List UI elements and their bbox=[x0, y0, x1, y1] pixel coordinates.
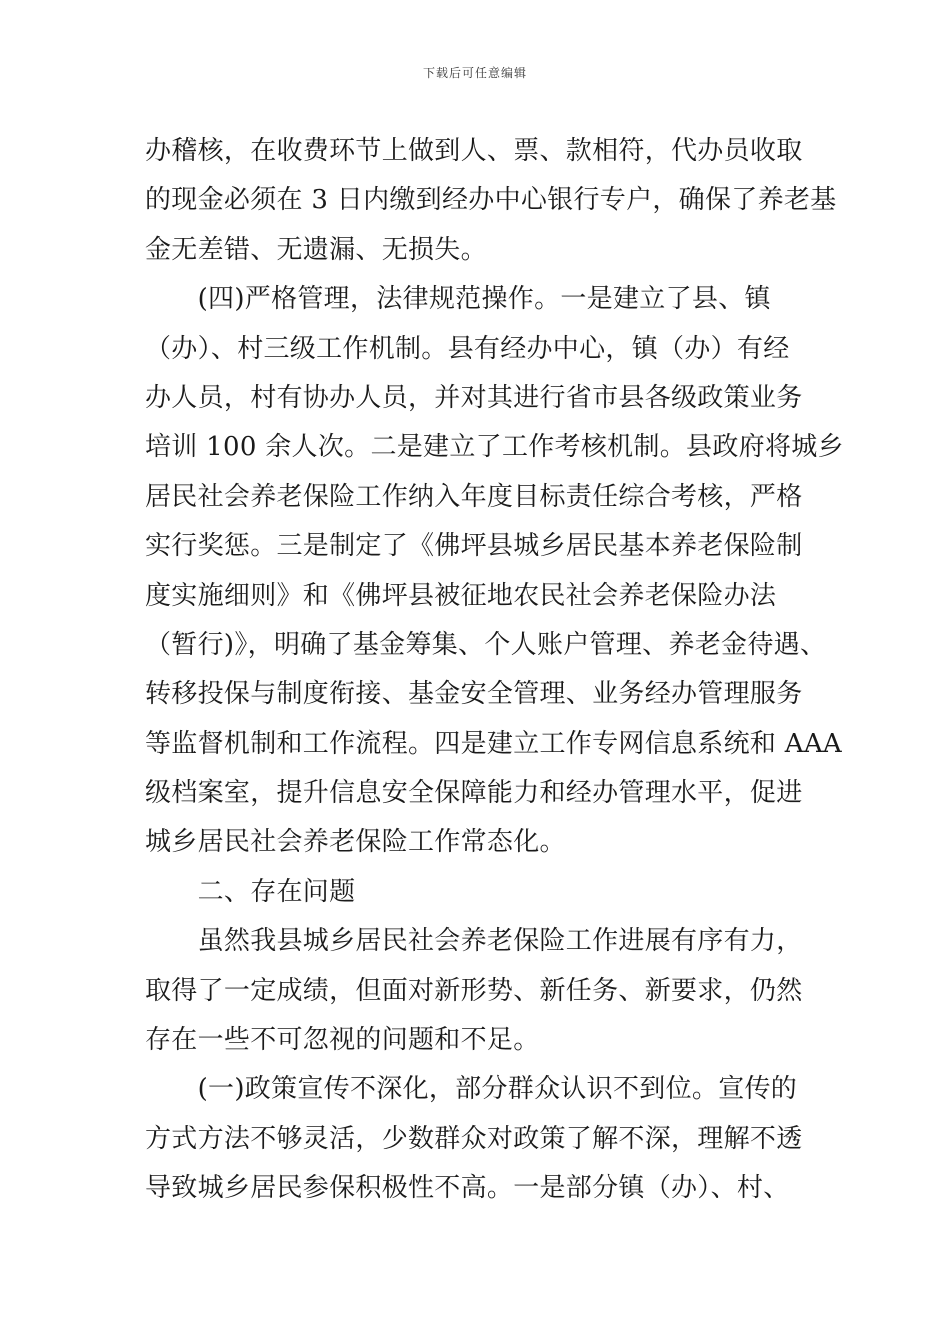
text-line: 实行奖惩。三是制定了《佛坪县城乡居民基本养老保险制 bbox=[145, 531, 803, 562]
text-line: 转移投保与制度衔接、基金安全管理、业务经办管理服务 bbox=[145, 679, 803, 710]
text-line: 等监督机制和工作流程。四是建立工作专网信息系统和 AAA bbox=[145, 728, 842, 759]
text-line: 居民社会养老保险工作纳入年度目标责任综合考核，严格 bbox=[145, 481, 803, 512]
text-line: 办人员，村有协办人员，并对其进行省市县各级政策业务 bbox=[145, 382, 803, 413]
text-line: 级档案室，提升信息安全保障能力和经办管理水平，促进 bbox=[145, 778, 803, 809]
document-body bbox=[145, 127, 844, 1214]
text-line: 培训 100 余人次。二是建立了工作考核机制。县政府将城乡 bbox=[145, 432, 844, 463]
page-header: 下载后可任意编辑 bbox=[422, 66, 527, 80]
text-line: 取得了一定成绩，但面对新形势、新任务、新要求，仍然 bbox=[145, 975, 803, 1006]
text-line: 存在一些不可忽视的问题和不足。 bbox=[145, 1025, 540, 1056]
text-line: （办）、村三级工作机制。县有经办中心，镇（办）有经 bbox=[145, 333, 790, 364]
text-line: 城乡居民社会养老保险工作常态化。 bbox=[145, 827, 566, 858]
text-line: 办稽核，在收费环节上做到人、票、款相符，代办员收取 bbox=[145, 136, 803, 166]
text-line: 度实施细则》和《佛坪县被征地农民社会养老保险办法 bbox=[145, 580, 777, 611]
text-line: （暂行)》，明确了基金筹集、个人账户管理、养老金待遇、 bbox=[145, 629, 827, 660]
text-line: 的现金必须在 3 日内缴到经办中心银行专户，确保了养老基 bbox=[145, 185, 837, 216]
section-heading: 二、存在问题 bbox=[145, 876, 356, 907]
text-line: (一)政策宣传不深化，部分群众认识不到位。宣传的 bbox=[145, 1074, 798, 1105]
text-line: 方式方法不够灵活，少数群众对政策了解不深，理解不透 bbox=[145, 1123, 803, 1154]
text-line: 虽然我县城乡居民社会养老保险工作进展有序有力， bbox=[145, 926, 803, 957]
text-line: (四)严格管理，法律规范操作。一是建立了县、镇 bbox=[145, 284, 771, 315]
text-line: 金无差错、无遗漏、无损失。 bbox=[145, 234, 487, 265]
text-line: 导致城乡居民参保积极性不高。一是部分镇（办）、村、 bbox=[145, 1173, 790, 1204]
